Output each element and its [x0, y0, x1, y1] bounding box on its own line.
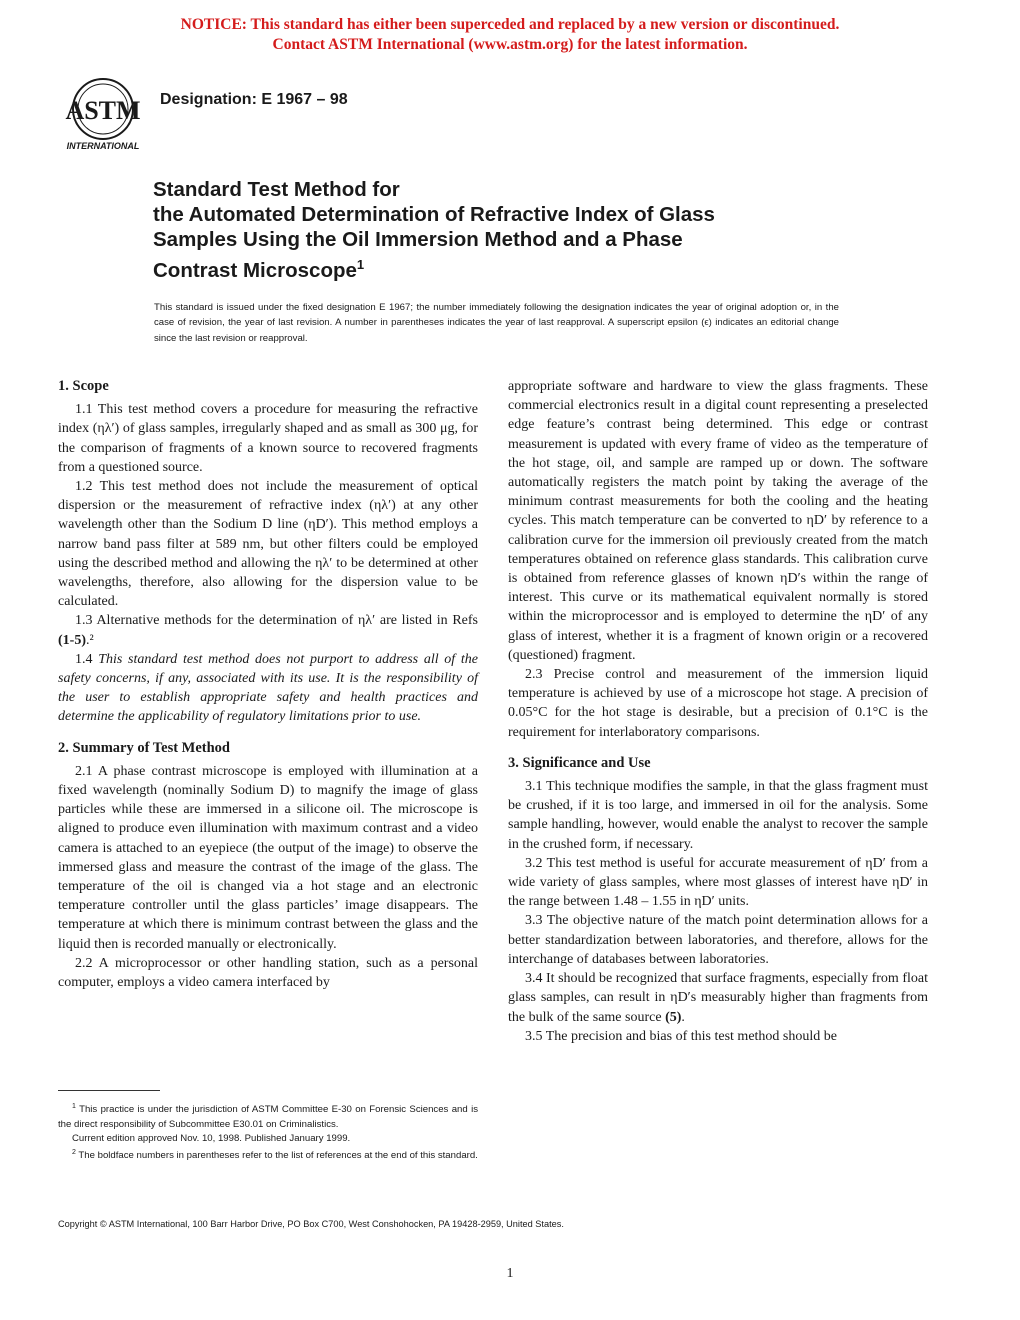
copyright-line: Copyright © ASTM International, 100 Barr Harbor Drive, PO Box C700, West Conshohocken, PA 19428-2959, United States. [58, 1219, 564, 1229]
logo-international-text: INTERNATIONAL [66, 141, 140, 151]
footnote-1 [58, 1100, 478, 1132]
footnote-1-text: This practice is under the jurisdiction of ASTM Committee E-30 on Forensic Sciences and is the direct responsibility of Subcommittee E30.01 on Criminalistics. [58, 1104, 478, 1130]
page-number: 1 [506, 1266, 514, 1281]
paragraph-3-3: 3.3 The objective nature of the match point determination allows for a better standardization between laboratories, and therefore, allows for the interchange of databases between laboratories. [508, 913, 928, 967]
paragraph-1-3 [58, 611, 478, 649]
document-title [153, 177, 853, 283]
section-1-heading: 1. Scope [58, 378, 109, 394]
notice-line-1: NOTICE: This standard has either been superceded and replaced by a new version or discontinued. [180, 16, 840, 33]
designation: Designation: E 1967 – 98 [160, 91, 348, 108]
paragraph-3-2: 3.2 This test method is useful for accurate measurement of ηD′ from a wide variety of glass samples, where most glasses of interest have ηD′ in the range between 1.48 – 1.55 in ηD′ units. [508, 855, 928, 910]
issued-note: This standard is issued under the fixed designation E 1967; the number immediately following the designation indicates the year of original adoption or, in the case of revision, the year of last revision. A number in parentheses indicates the year of last reapproval. A superscript epsilon (ϵ) indicates an editorial change since the last revision or reapproval. [154, 302, 839, 344]
astm-logo [62, 76, 144, 152]
logo-letters: ASTM [65, 96, 141, 125]
paragraph-1-4 [58, 650, 478, 727]
paragraph-3-4-text: 3.4 It should be recognized that surface fragments, especially from float glass samples, can result in ηD′s measurably higher than fragments from the bulk of the same source [508, 971, 928, 1025]
paragraph-1-4-text: This standard test method does not purport to address all of the safety concerns, if any, associated with its use. It is the responsibility of the user to establish appropriate safety and health practices and determine the applicability of regulatory limitations prior to use. [58, 651, 478, 725]
paragraph-3-1: 3.1 This technique modifies the sample, in that the glass fragment must be crushed, if it is too large, and immersed in oil for the analysis. Some sample handling, however, would enable the analyst to recover the sample in the crushed form, if necessary. [508, 779, 928, 852]
footnote-2-mark: 2 [72, 1149, 76, 1157]
footnote-2-text: The boldface numbers in parentheses refer to the list of references at the end of this standard. [78, 1150, 478, 1162]
section-3-heading: 3. Significance and Use [508, 754, 651, 771]
right-column [508, 377, 928, 1046]
paragraph-3-5: 3.5 The precision and bias of this test method should be [525, 1028, 837, 1044]
paragraph-1-3-end: .² [86, 632, 94, 648]
footnotes [58, 1100, 478, 1164]
reference-1-5: (1-5) [58, 632, 86, 648]
paragraph-1-4-number: 1.4 [75, 651, 99, 667]
left-column [58, 377, 478, 992]
paragraph-2-3: 2.3 Precise control and measurement of the immersion liquid temperature is achieved by use of a microscope hot stage. A precision of 0.05°C for the hot stage is desirable, but a precision of 0.1°C is the requirement for interlaboratory comparisons. [508, 667, 928, 740]
title-line-4 [153, 252, 853, 283]
paragraph-2-2-continued: appropriate software and hardware to view the glass fragments. These commercial electronics result in a digital count representing a preselected edge feature’s contrast being determined. This edge or contrast measurement is updated with every frame of video as the temperature of the hot stage, oil, and sample are ramped up or down. The software automatically registers the match point by taking the average of the minimum contrast measurements for both the cooling and the heating cycles. This match temperature can be converted to ηD′ by reference to a calibration curve for the immersion oil previously created from the match temperatures obtained on reference glass standards. This calibration curve is obtained from reference glasses of known ηD′s within the range of interest. This curve or its mathematical equivalent normally is stored within the microprocessor and is employed to determine the ηD′ of any glass of interest, whether it is a fragment of known origin or a recovered (questioned) fragment. [508, 379, 928, 663]
title-line-3: Samples Using the Oil Immersion Method and a Phase [153, 228, 683, 251]
title-footnote-mark: 1 [356, 257, 365, 272]
title-line-2: the Automated Determination of Refractive Index of Glass [153, 203, 715, 226]
footnote-1-edition: Current edition approved Nov. 10, 1998. Published January 1999. [72, 1133, 351, 1144]
paragraph-2-1: 2.1 A phase contrast microscope is employed with illumination at a fixed wavelength (nominally Sodium D) to magnify the image of glass particles while these are immersed in a silicone oil. The microscope is aligned to produce even illumination with maximum contrast and a video camera is attached to an eyepiece (the output of the image) to observe the immersed glass and measure the contrast of the image of the glass. The temperature of the oil is changed via a hot stage and an electronic temperature controller until the glass particles’ image disappears. The temperature at which there is minimum contrast between the glass and the liquid then is recorded manually or electronically. [58, 763, 478, 952]
notice-line-2: Contact ASTM International (www.astm.org) for the latest information. [272, 36, 748, 53]
notice-banner [0, 15, 1020, 55]
paragraph-1-3-text: 1.3 Alternative methods for the determination of ηλ′ are listed in Refs [75, 613, 478, 629]
footnote-1-mark: 1 [72, 1103, 76, 1110]
title-line-4-text: Contrast Microscope [153, 258, 357, 282]
footnote-2 [58, 1146, 478, 1164]
paragraph-3-4-end: . [681, 1009, 685, 1025]
footnote-divider [58, 1090, 160, 1091]
section-2-heading: 2. Summary of Test Method [58, 739, 230, 756]
paragraph-1-1: 1.1 This test method covers a procedure for measuring the refractive index (ηλ′) of glass samples, irregularly shaped and as small as 300 μg, for the comparison of fragments of a known source to recovered fragments from a questioned source. [58, 402, 478, 475]
paragraph-1-2: 1.2 This test method does not include the measurement of optical dispersion or the measurement of refractive index (ηλ′) at any other wavelength other than the Sodium D line (ηD′). This method employs a narrow band pass filter at 589 nm, but other filters could be employed using the described method and allowing the ηλ′ to be determined at other wavelengths, therefore, also allowing for the dispersion value to be calculated. [58, 479, 478, 610]
paragraph-3-4 [508, 969, 928, 1027]
reference-5: (5) [665, 1009, 682, 1025]
title-line-1: Standard Test Method for [153, 178, 400, 201]
paragraph-2-2: 2.2 A microprocessor or other handling station, such as a personal computer, employs a video camera interfaced by [58, 955, 478, 991]
